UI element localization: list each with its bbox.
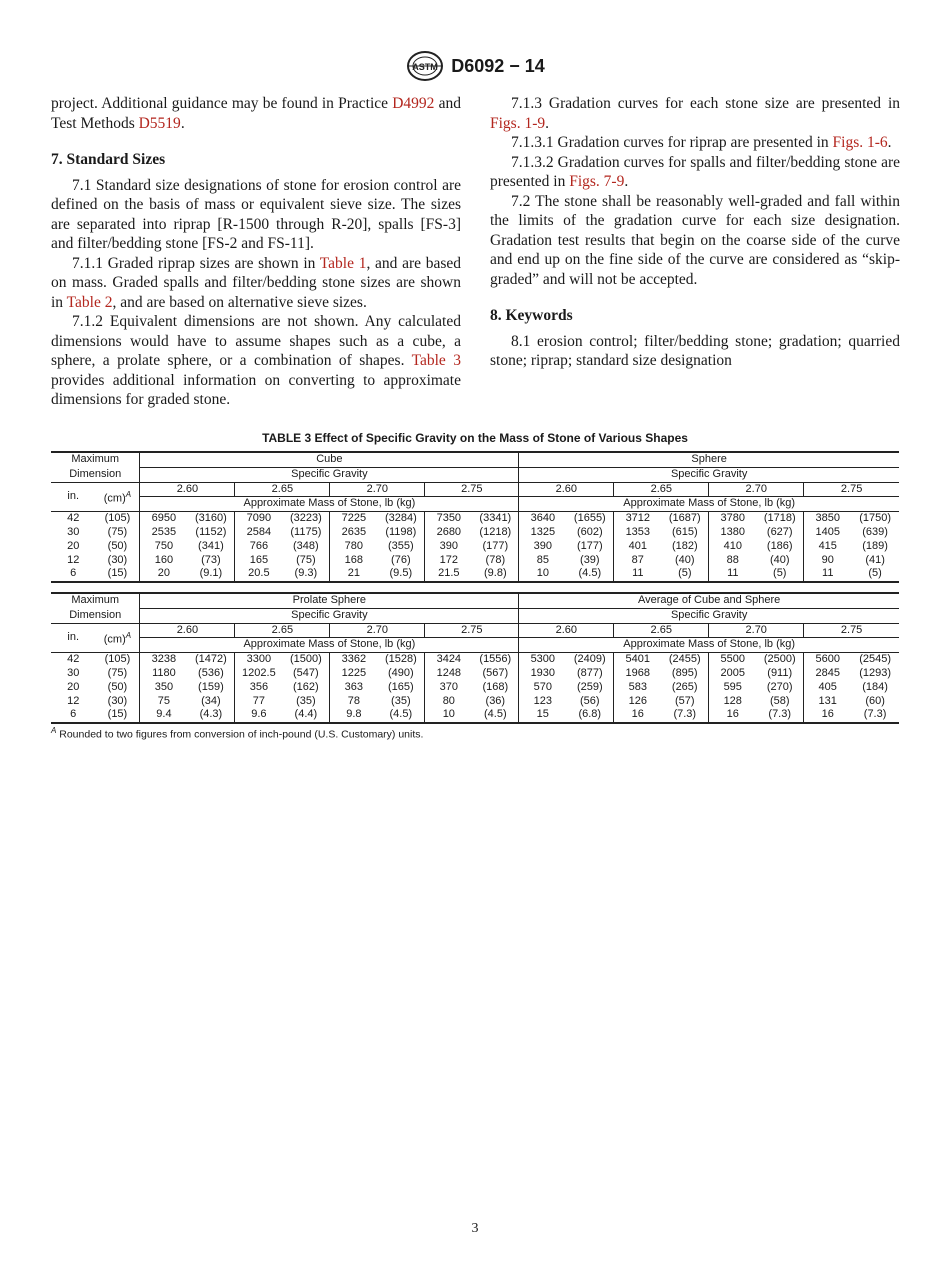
gravity-header: 2.75	[425, 623, 519, 638]
table-cell: (177)	[482, 539, 509, 552]
table-cell: 128	[709, 695, 756, 709]
table-cell: 30	[67, 525, 80, 538]
table-cell: (7.3)	[756, 708, 803, 723]
table-cell: (50)	[107, 680, 128, 693]
table-cell: 570	[519, 681, 566, 695]
table-cell: (547)	[293, 666, 319, 679]
table-cell: 5300	[519, 653, 566, 667]
table-cell: (6.8)	[566, 708, 613, 723]
svg-text:ASTM: ASTM	[412, 62, 438, 72]
gravity-header: 2.60	[140, 623, 235, 638]
table-cell: 7225	[330, 512, 377, 526]
table-cell: 1225	[330, 667, 377, 681]
table-cell: (57)	[674, 694, 695, 707]
link-figs-7-9[interactable]: Figs. 7-9	[569, 173, 625, 190]
table-cell: 160	[140, 554, 187, 568]
table-cell: 2535	[140, 526, 187, 540]
gravity-header: 2.75	[804, 482, 899, 497]
table-cell: (35)	[296, 694, 316, 707]
table-cell: (1750)	[859, 512, 892, 525]
specific-gravity-label: Specific Gravity	[519, 467, 899, 482]
table-cell: 405	[804, 681, 851, 695]
table-row	[51, 681, 899, 695]
link-figs-1-9[interactable]: Figs. 1-9	[490, 114, 546, 132]
max-dim-label: Maximum	[51, 593, 140, 608]
table-cell: (1687)	[668, 512, 701, 525]
table-cell: 168	[330, 554, 377, 568]
table-cell: 165	[235, 554, 282, 568]
table-cell: 3780	[709, 512, 756, 526]
link-table-3[interactable]: Table 3	[411, 352, 461, 369]
table-cell: (4.5)	[566, 567, 613, 582]
table-cell: (36)	[485, 694, 506, 707]
table-cell: 20	[140, 567, 187, 582]
table-cell: 2584	[235, 526, 282, 540]
gravity-header: 2.70	[709, 482, 804, 497]
table-cell: (355)	[387, 539, 414, 552]
table-cell: (105)	[104, 512, 131, 525]
table-cell: 415	[804, 540, 851, 554]
paragraph-7-1-1: 7.1.1 Graded riprap sizes are shown in Table 1, and are based on mass. Graded spalls and filter/bedding stone sizes are shown in Table 2, and are based on alternative sieve sizes.	[51, 254, 462, 311]
table-cell: 20	[67, 680, 80, 693]
table-cell: 3850	[804, 512, 851, 526]
table-cell: 78	[330, 695, 377, 709]
table-row	[51, 526, 899, 540]
table-cell: 3362	[330, 653, 377, 667]
table-cell: (9.5)	[377, 567, 424, 582]
table-cell: (159)	[198, 680, 224, 693]
astm-logo-icon	[405, 50, 445, 82]
table-cell: (1472)	[195, 653, 227, 666]
table-cell: (1198)	[385, 525, 417, 538]
table-cell: (34)	[201, 694, 221, 707]
table-cube-sphere	[51, 451, 899, 583]
table-cell: (5)	[756, 567, 803, 582]
dimension-label: Dimension	[69, 608, 122, 621]
section-8-heading: 8. Keywords	[490, 307, 573, 324]
table-cell: 750	[140, 540, 187, 554]
table-cell: (2500)	[763, 653, 796, 666]
table-cell: (41)	[865, 553, 885, 566]
table-prolate-average	[51, 592, 899, 724]
table-cell: 410	[709, 540, 756, 554]
table-cell: 10	[425, 708, 472, 723]
col-cm: (cm)$^A$	[95, 623, 139, 653]
table-cell: 9.4	[140, 708, 187, 723]
gravity-header: 2.70	[330, 623, 425, 638]
table-footnote: $^A$ Rounded to two figures from conversion of inch-pound (U.S. Customary) units.	[51, 726, 424, 741]
table-cell: 42	[67, 653, 80, 666]
table-cell: (168)	[482, 680, 509, 693]
table-cell: (341)	[198, 539, 224, 552]
table-cell: 16	[614, 708, 661, 723]
table-cell: (182)	[671, 539, 698, 552]
col-in: in.	[51, 482, 95, 512]
gravity-header: 2.65	[614, 623, 709, 638]
table-cell: (4.4)	[282, 708, 329, 723]
table-cell: 9.6	[235, 708, 282, 723]
table-cell: (1218)	[479, 525, 512, 538]
col-in: in.	[51, 623, 95, 653]
table-cell: 21.5	[425, 567, 472, 582]
table-cell: (265)	[671, 680, 698, 693]
table-cell: 1325	[519, 526, 566, 540]
table-cell: 350	[140, 681, 187, 695]
table-cell: 1968	[614, 667, 661, 681]
paragraph-7-1-3-1: 7.1.3.1 Gradation curves for riprap are presented in Figs. 1-6.	[511, 134, 892, 151]
table-cell: 6950	[140, 512, 187, 526]
table-cell: 20.5	[235, 567, 282, 582]
shape-header-left: Prolate Sphere	[140, 593, 519, 608]
specific-gravity-label: Specific Gravity	[519, 608, 899, 623]
dimension-label: Dimension	[69, 467, 122, 480]
table-cell: 88	[709, 554, 756, 568]
table-cell: 780	[330, 540, 377, 554]
paragraph-8-1: 8.1 erosion control; filter/bedding stone; gradation; quarried stone; riprap; standard size designation	[490, 332, 900, 369]
table-cell: (490)	[387, 666, 414, 679]
table-cell: (3160)	[195, 512, 227, 525]
gravity-header: 2.65	[614, 482, 709, 497]
table-cell: 90	[804, 554, 851, 568]
table-cell: 3640	[519, 512, 566, 526]
table-cell: 390	[425, 540, 472, 554]
table-cell: (76)	[391, 553, 411, 566]
table-cell: (639)	[862, 525, 888, 538]
table-cell: 75	[140, 695, 187, 709]
table-cell: 7090	[235, 512, 282, 526]
specific-gravity-label: Specific Gravity	[140, 608, 519, 623]
table-cell: (895)	[671, 666, 698, 679]
paragraph-7-1-3-2: 7.1.3.2 Gradation curves for spalls and filter/bedding stone are presented in Figs. 7-9.	[490, 153, 900, 190]
table-cell: (189)	[862, 539, 888, 552]
paragraph-7-1-2: 7.1.2 Equivalent dimensions are not shown. Any calculated dimensions would have to assume shapes such as a cube, a sphere, a prolate sphere, or a combination of shapes. Table 3 provides additional information on converting to approximate dimensions for graded stone.	[51, 313, 461, 408]
table-cell: (4.5)	[377, 708, 424, 723]
table-cell: 390	[519, 540, 566, 554]
table-cell: (165)	[387, 680, 414, 693]
gravity-header: 2.70	[330, 482, 425, 497]
paragraph-7-1: 7.1 Standard size designations of stone for erosion control are defined on the basis of mass or equivalent sieve size. The sizes are separated into riprap [R-1500 through R-20], spalls [FS-3] and filter/bedding stone [FS-2 and FS-11].	[51, 176, 461, 252]
table-cell: 1180	[140, 667, 187, 681]
table-cell: (877)	[576, 666, 603, 679]
table-cell: (627)	[766, 525, 793, 538]
table-cell: 363	[330, 681, 377, 695]
table-cell: (15)	[95, 708, 139, 723]
table-row	[51, 567, 899, 582]
table-cell: 7350	[425, 512, 472, 526]
specific-gravity-label: Specific Gravity	[140, 467, 519, 482]
table-cell: 42	[67, 512, 80, 525]
table-cell: (60)	[865, 694, 885, 707]
table-cell: 16	[804, 708, 851, 723]
table-cell: 16	[709, 708, 756, 723]
table-cell: (35)	[391, 694, 411, 707]
table-cell: 766	[235, 540, 282, 554]
table-cell: (259)	[576, 680, 603, 693]
table-cell: (73)	[201, 553, 221, 566]
table-cell: 15	[519, 708, 566, 723]
table-cell: 11	[709, 567, 756, 582]
table-cell: (9.8)	[472, 567, 519, 582]
table-cell: (2545)	[859, 653, 891, 666]
table-cell: 3424	[425, 653, 472, 667]
gravity-header: 2.60	[519, 623, 614, 638]
link-table-1[interactable]: Table 1	[319, 254, 367, 272]
table-cell: 6	[51, 708, 95, 723]
table-cell: 87	[614, 554, 661, 568]
table-cell: (7.3)	[851, 708, 899, 723]
table-cell: (9.3)	[282, 567, 329, 582]
page-header	[0, 50, 950, 87]
table-cell: 1248	[425, 667, 472, 681]
table-cell: (1500)	[289, 653, 322, 666]
table-cell: 1930	[519, 667, 566, 681]
table-cell: (270)	[766, 680, 793, 693]
table-cell: 77	[235, 695, 282, 709]
table-cell: 20	[67, 539, 80, 552]
table-cell: (105)	[104, 653, 131, 666]
document-number: D6092 − 14	[451, 55, 545, 76]
approx-mass-label: Approximate Mass of Stone, lb (kg)	[519, 497, 899, 512]
table-cell: 172	[425, 554, 472, 568]
table-cell: 9.8	[330, 708, 377, 723]
table-cell: (162)	[293, 680, 319, 693]
table-cell: (1556)	[479, 653, 512, 666]
table-cell: 6	[51, 567, 95, 582]
table-cell: 2635	[330, 526, 377, 540]
table-cell: 3712	[614, 512, 661, 526]
table-cell: 5500	[709, 653, 756, 667]
table-cell: (7.3)	[661, 708, 708, 723]
table-cell: 21	[330, 567, 377, 582]
table-cell: (1528)	[384, 653, 417, 666]
table-cell: 126	[614, 695, 661, 709]
table-cell: (186)	[766, 539, 793, 552]
table-cell: 595	[709, 681, 756, 695]
table-cell: (4.5)	[472, 708, 519, 723]
shape-header-right: Sphere	[519, 452, 899, 467]
approx-mass-label: Approximate Mass of Stone, lb (kg)	[519, 638, 899, 653]
table-cell: 1353	[614, 526, 661, 540]
table-cell: 11	[804, 567, 851, 582]
table-cell: (1718)	[763, 512, 796, 525]
table-cell: (40)	[769, 553, 790, 566]
left-column	[51, 94, 461, 410]
table-cell: (3284)	[384, 512, 417, 525]
gravity-header: 2.60	[140, 482, 235, 497]
table-cell: (1293)	[859, 666, 891, 679]
gravity-header: 2.65	[235, 623, 330, 638]
table-cell: (56)	[580, 694, 600, 707]
table-cell: 401	[614, 540, 661, 554]
table-cell: (1152)	[195, 525, 227, 538]
paragraph-7-2: 7.2 The stone shall be reasonably well-graded and fall within the limits of the gradation curve for each size designation. Gradation test results that begin on the coarse side of the curve and end up on the fine side of the curve are considered as “skip-graded” and will not be accepted.	[490, 192, 900, 288]
link-table-2[interactable]: Table 2	[66, 293, 113, 311]
table-caption: TABLE 3 Effect of Specific Gravity on the Mass of Stone of Various Shapes	[262, 431, 688, 445]
table-cell: 2680	[425, 526, 472, 540]
link-d4992[interactable]: D4992	[392, 95, 435, 112]
table-cell: (30)	[107, 694, 128, 707]
table-row	[51, 695, 899, 709]
max-dim-label: Maximum	[51, 452, 140, 467]
table-cell: 11	[614, 567, 661, 582]
table-row	[51, 512, 899, 526]
col-cm: (cm)$^A$	[95, 482, 139, 512]
gravity-header: 2.75	[804, 623, 899, 638]
table-cell: (184)	[862, 680, 888, 693]
link-d5519[interactable]: D5519	[138, 114, 181, 132]
table-cell: 80	[425, 695, 472, 709]
table-row	[51, 653, 899, 667]
gravity-header: 2.75	[425, 482, 519, 497]
table-cell: (177)	[576, 539, 603, 552]
table-cell: (75)	[107, 525, 128, 538]
link-figs-1-6[interactable]: Figs. 1-6	[832, 134, 888, 151]
table-cell: (78)	[485, 553, 506, 566]
right-column	[490, 94, 900, 371]
table-cell: (75)	[107, 666, 128, 679]
table-cell: 370	[425, 681, 472, 695]
table-cell: 30	[67, 666, 80, 679]
table-cell: (602)	[576, 525, 603, 538]
page-number: 3	[471, 1221, 479, 1236]
table-cell: (615)	[671, 525, 698, 538]
table-cell: (2409)	[573, 653, 606, 666]
table-cell: 1202.5	[235, 667, 282, 681]
table-row	[51, 540, 899, 554]
table-cell: (1175)	[290, 525, 322, 538]
table-row	[51, 708, 899, 723]
table-cell: (75)	[296, 553, 316, 566]
table-cell: 2845	[804, 667, 851, 681]
table-cell: 85	[519, 554, 566, 568]
table-cell: (39)	[580, 553, 600, 566]
table-cell: (5)	[851, 567, 899, 582]
table-cell: (5)	[661, 567, 708, 582]
table-cell: 1380	[709, 526, 756, 540]
table-cell: (9.1)	[187, 567, 234, 582]
table-cell: (911)	[767, 666, 793, 679]
table-cell: 123	[519, 695, 566, 709]
approx-mass-label: Approximate Mass of Stone, lb (kg)	[140, 638, 519, 653]
table-cell: (1655)	[573, 512, 606, 525]
approx-mass-label: Approximate Mass of Stone, lb (kg)	[140, 497, 519, 512]
table-cell: 583	[614, 681, 661, 695]
table-cell: (40)	[675, 553, 695, 566]
gravity-header: 2.70	[709, 623, 804, 638]
shape-header-right: Average of Cube and Sphere	[519, 593, 899, 608]
table-cell: 2005	[709, 667, 756, 681]
table-cell: 5600	[804, 653, 851, 667]
table-cell: 12	[67, 694, 80, 707]
table-row	[51, 554, 899, 568]
paragraph-7-1-3: 7.1.3 Gradation curves for each stone size are presented in Figs. 1-9.	[490, 95, 900, 132]
table-cell: 356	[235, 681, 282, 695]
section-7-heading: 7. Standard Sizes	[51, 151, 166, 168]
table-cell: (30)	[107, 553, 128, 566]
intro-paragraph: project. Additional guidance may be found in Practice D4992 and Test Methods D5519.	[51, 95, 461, 132]
table-cell: 3238	[140, 653, 187, 667]
table-cell: (3223)	[289, 512, 322, 525]
table-cell: (567)	[482, 666, 509, 679]
table-cell: (50)	[107, 539, 128, 552]
table-cell: (58)	[769, 694, 790, 707]
table-cell: (536)	[198, 666, 224, 679]
table-cell: 10	[519, 567, 566, 582]
table-cell: 3300	[235, 653, 282, 667]
gravity-header: 2.60	[519, 482, 614, 497]
table-cell: (2455)	[668, 653, 701, 666]
gravity-header: 2.65	[235, 482, 330, 497]
table-cell: (15)	[95, 567, 139, 582]
table-cell: 1405	[804, 526, 851, 540]
table-cell: 131	[804, 695, 851, 709]
table-cell: (4.3)	[187, 708, 234, 723]
table-cell: 5401	[614, 653, 661, 667]
table-cell: (3341)	[479, 512, 512, 525]
shape-header-left: Cube	[140, 452, 519, 467]
table-row	[51, 667, 899, 681]
table-cell: 12	[67, 553, 80, 566]
table-cell: (348)	[293, 539, 319, 552]
